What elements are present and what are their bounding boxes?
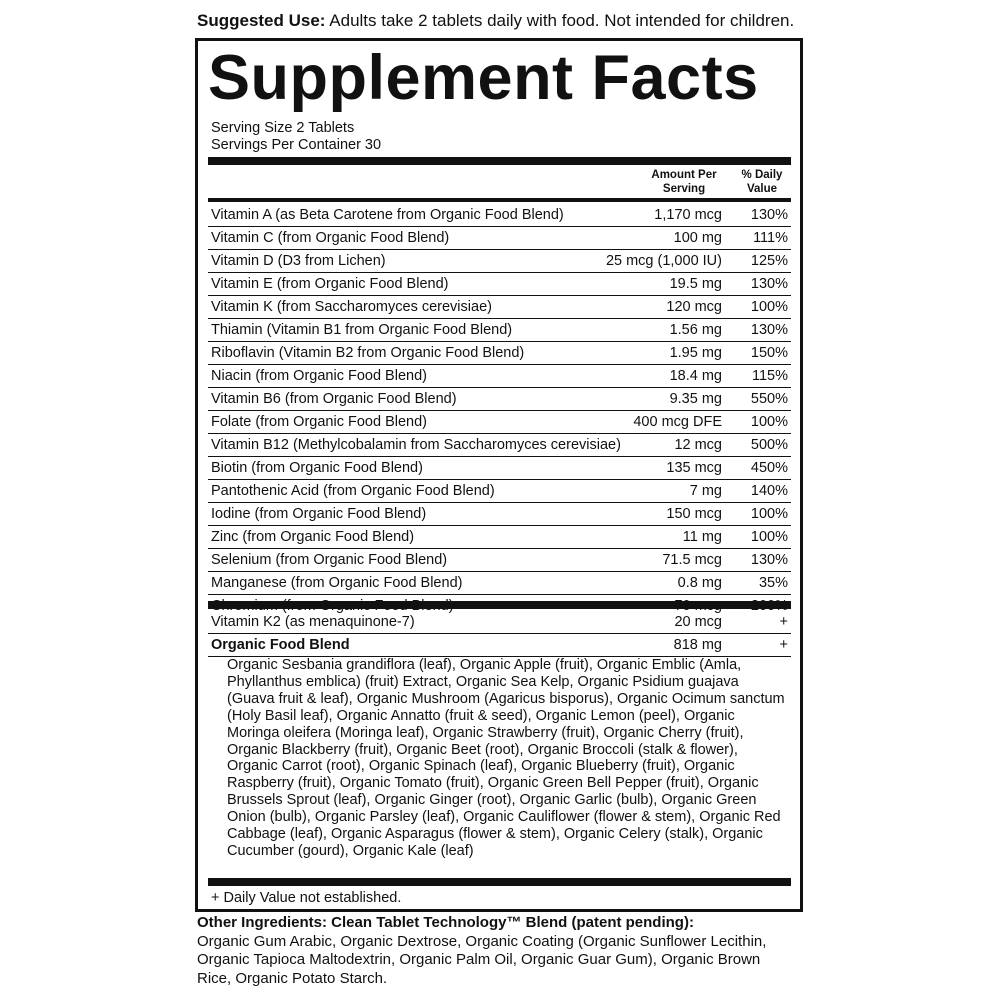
table-row [208, 503, 791, 526]
nutrient-amount: 18.4 mg [669, 368, 722, 384]
blend-name: Organic Food Blend [211, 637, 350, 653]
table-row [208, 526, 791, 549]
footnote: + Daily Value not established. [211, 890, 402, 906]
panel-title: Supplement Facts [208, 43, 759, 113]
nutrient-amount: 150 mcg [666, 506, 722, 522]
nutrient-dv: 100% [750, 506, 788, 522]
nutrient-dv: 125% [750, 253, 788, 269]
nutrient-amount: 120 mcg [666, 299, 722, 315]
divider-medium [208, 198, 791, 202]
nutrient-name: Thiamin (Vitamin B1 from Organic Food Blend) [211, 322, 513, 338]
nutrient-amount: 19.5 mg [669, 276, 722, 292]
divider-thick [208, 878, 791, 886]
nutrient-dv: + [779, 614, 788, 630]
table-row [208, 273, 791, 296]
nutrient-dv: 500% [750, 437, 788, 453]
nutrient-amount: 1.56 mg [669, 322, 722, 338]
nutrient-dv: 130% [750, 207, 788, 223]
divider-thick [208, 157, 791, 165]
column-header-dv [728, 168, 796, 196]
nutrient-name: Niacin (from Organic Food Blend) [211, 368, 427, 384]
nutrient-amount: 1.95 mg [669, 345, 722, 361]
nutrient-amount: 135 mcg [666, 460, 722, 476]
nutrient-name: Iodine (from Organic Food Blend) [211, 506, 427, 522]
table-row-k2 [208, 611, 791, 634]
nutrient-name: Selenium (from Organic Food Blend) [211, 552, 448, 568]
nutrient-dv: 140% [750, 483, 788, 499]
table-row [208, 296, 791, 319]
table-row-blend [208, 634, 791, 657]
table-row [208, 411, 791, 434]
nutrient-name: Riboflavin (Vitamin B2 from Organic Food Blend) [211, 345, 525, 361]
nutrient-amount: 7 mg [689, 483, 722, 499]
nutrient-dv: 550% [750, 391, 788, 407]
nutrient-name: Folate (from Organic Food Blend) [211, 414, 427, 430]
column-header-dv-line1: % Daily [741, 169, 783, 181]
table-row [208, 365, 791, 388]
serving-info [211, 120, 381, 154]
nutrient-amount: 11 mg [682, 529, 722, 545]
table-row [208, 434, 791, 457]
nutrient-amount: 71.5 mcg [662, 552, 722, 568]
nutrient-amount: 20 mcg [674, 614, 722, 630]
other-ingredients-label: Other Ingredients: Clean Tablet Technology™ Blend (patent pending): [197, 914, 694, 931]
nutrient-name: Vitamin A (as Beta Carotene from Organic Food Blend) [211, 207, 564, 223]
nutrient-dv: 100% [750, 529, 788, 545]
table-row [208, 480, 791, 503]
nutrient-name: Vitamin K (from Saccharomyces cerevisiae) [211, 299, 492, 315]
nutrient-amount: 400 mcg DFE [633, 414, 722, 430]
other-ingredients-text: Organic Gum Arabic, Organic Dextrose, Organic Coating (Organic Sunflower Lecithin, Organic Tapioca Maltodextrin, Organic Palm Oil, Organic Guar Gum), Organic Brown Rice, Organic Potato Starch. [197, 932, 767, 987]
serving-size: Serving Size 2 Tablets [211, 120, 355, 136]
nutrient-dv: 100% [750, 414, 788, 430]
table-row [208, 250, 791, 273]
table-row [208, 549, 791, 572]
nutrient-name: Vitamin B6 (from Organic Food Blend) [211, 391, 457, 407]
nutrient-dv: 130% [750, 322, 788, 338]
nutrient-amount: 12 mcg [674, 437, 722, 453]
suggested-use-text: Adults take 2 tablets daily with food. Not intended for children. [325, 11, 795, 30]
nutrient-name: Vitamin C (from Organic Food Blend) [211, 230, 450, 246]
nutrient-name: Pantothenic Acid (from Organic Food Blend) [211, 483, 495, 499]
nutrient-name: Vitamin D (D3 from Lichen) [211, 253, 386, 269]
nutrient-name: Vitamin E (from Organic Food Blend) [211, 276, 449, 292]
table-row [208, 572, 791, 595]
nutrient-dv: 35% [758, 575, 788, 591]
column-header-amount-line2: Serving [662, 183, 706, 195]
table-row [208, 227, 791, 250]
divider-thick [208, 601, 791, 609]
other-ingredients [197, 914, 797, 988]
nutrient-name: Vitamin B12 (Methylcobalamin from Saccharomyces cerevisiae) [211, 437, 621, 453]
table-row [208, 342, 791, 365]
nutrient-amount: 9.35 mg [669, 391, 722, 407]
column-header-dv-line2: Value [746, 183, 778, 195]
suggested-use-label: Suggested Use: [197, 11, 326, 30]
table-row [208, 457, 791, 480]
nutrient-dv: 150% [750, 345, 788, 361]
table-row [208, 319, 791, 342]
nutrient-amount: 1,170 mcg [654, 207, 722, 223]
blend-dv: + [779, 637, 788, 653]
nutrient-amount: 25 mcg (1,000 IU) [605, 253, 722, 269]
column-header-amount [636, 168, 732, 196]
table-row [208, 204, 791, 227]
suggested-use [197, 10, 794, 32]
blend-ingredients: Organic Sesbania grandiflora (leaf), Organic Apple (fruit), Organic Emblic (Amla, Phyllanthus emblica) (fruit) Extract, Organic Sea Kelp, Organic Psidium guajava (Guava fruit & leaf), Organic Mushroom (Agaricus bisporus), Organic Ocimum sanctum (Holy Basil leaf), Organic Annatto (fruit & seed), Organic Lemon (peel), Organic Moringa oleifera (Moringa leaf), Organic Strawberry (fruit), Organic Cherry (fruit), Organic Blackberry (fruit), Organic Beet (root), Organic Broccoli (stalk & flower), Organic Carrot (root), Organic Spinach (leaf), Organic Blueberry (fruit), Organic Raspberry (fruit), Organic Tomato (fruit), Organic Green Bell Pepper (fruit), Organic Brussels Sprout (leaf), Organic Ginger (root), Organic Garlic (bulb), Organic Green Onion (bulb), Organic Parsley (leaf), Organic Cauliflower (flower & stem), Organic Red Cabbage (leaf), Organic Asparagus (flower & stem), Organic Celery (stalk), Organic Cucumber (gourd), Organic Kale (leaf) [227, 657, 785, 859]
nutrient-table [208, 204, 791, 617]
supplement-facts-panel [195, 38, 803, 912]
nutrient-amount: 100 mg [673, 230, 722, 246]
blend-amount: 818 mg [673, 637, 722, 653]
additional-table [208, 611, 791, 657]
nutrient-dv: 115% [751, 368, 788, 384]
table-row [208, 388, 791, 411]
nutrient-amount: 0.8 mg [677, 575, 722, 591]
column-header-amount-line1: Amount Per [651, 169, 717, 181]
nutrient-dv: 450% [750, 460, 788, 476]
nutrient-name: Biotin (from Organic Food Blend) [211, 460, 423, 476]
nutrient-name: Vitamin K2 (as menaquinone-7) [211, 614, 415, 630]
nutrient-dv: 100% [750, 299, 788, 315]
nutrient-dv: 111% [753, 230, 788, 246]
nutrient-dv: 130% [750, 276, 788, 292]
nutrient-dv: 130% [750, 552, 788, 568]
nutrient-name: Manganese (from Organic Food Blend) [211, 575, 463, 591]
nutrient-name: Zinc (from Organic Food Blend) [211, 529, 415, 545]
servings-per-container: Servings Per Container 30 [211, 137, 382, 153]
